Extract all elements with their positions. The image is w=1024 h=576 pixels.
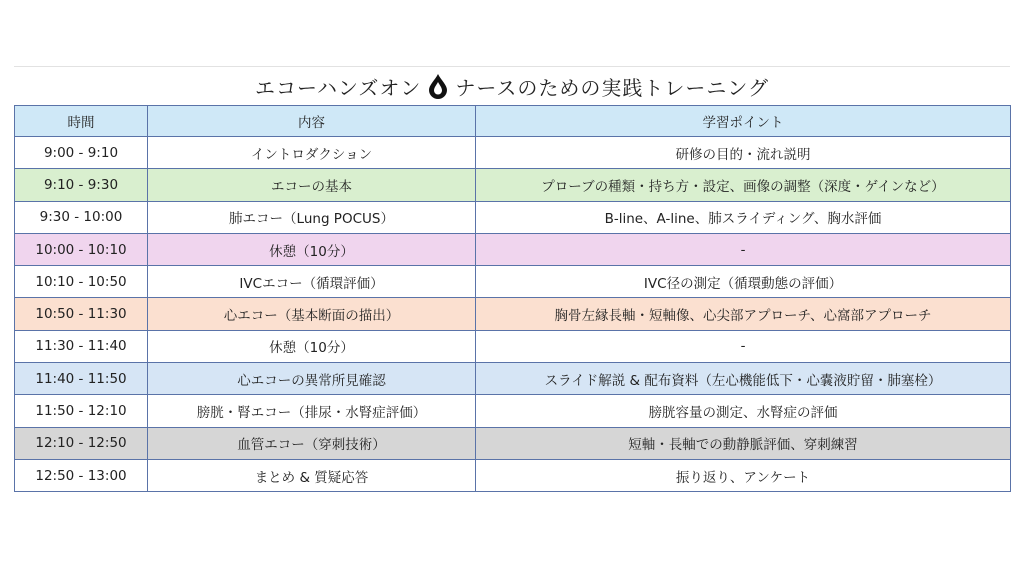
header-point: 学習ポイント <box>476 106 1011 137</box>
point-cell: IVC径の測定（循環動態の評価） <box>476 266 1011 298</box>
content-cell: 休憩（10分） <box>148 233 476 265</box>
content-cell: 心エコーの異常所見確認 <box>148 363 476 395</box>
schedule-table <box>14 105 1011 492</box>
time-cell: 9:10 - 9:30 <box>15 169 148 201</box>
time-cell: 12:50 - 13:00 <box>15 459 148 491</box>
table-row <box>15 233 1011 265</box>
table-row <box>15 395 1011 427</box>
content-cell: 肺エコー（Lung POCUS） <box>148 201 476 233</box>
content-cell: イントロダクション <box>148 137 476 169</box>
title-right: ナースのための実践トレーニング <box>455 75 769 100</box>
table-row <box>15 169 1011 201</box>
time-cell: 10:50 - 11:30 <box>15 298 148 330</box>
table-row <box>15 427 1011 459</box>
table-row <box>15 137 1011 169</box>
time-cell: 11:30 - 11:40 <box>15 330 148 362</box>
content-cell: IVCエコー（循環評価） <box>148 266 476 298</box>
time-cell: 11:40 - 11:50 <box>15 363 148 395</box>
table-row <box>15 266 1011 298</box>
point-cell: 膀胱容量の測定、水腎症の評価 <box>476 395 1011 427</box>
content-cell: 膀胱・腎エコー（排尿・水腎症評価） <box>148 395 476 427</box>
point-cell: 振り返り、アンケート <box>476 459 1011 491</box>
time-cell: 12:10 - 12:50 <box>15 427 148 459</box>
content-cell: 血管エコー（穿刺技術） <box>148 427 476 459</box>
time-cell: 11:50 - 12:10 <box>15 395 148 427</box>
header-time: 時間 <box>15 106 148 137</box>
point-cell: B-line、A-line、肺スライディング、胸水評価 <box>476 201 1011 233</box>
header-content: 内容 <box>148 106 476 137</box>
point-cell: プローブの種類・持ち方・設定、画像の調整（深度・ゲインなど） <box>476 169 1011 201</box>
title-left: エコーハンズオン <box>254 75 422 100</box>
point-cell: 研修の目的・流れ説明 <box>476 137 1011 169</box>
point-cell: スライド解説 & 配布資料（左心機能低下・心嚢液貯留・肺塞栓） <box>476 363 1011 395</box>
page-title <box>14 66 1010 105</box>
point-cell: 胸骨左縁長軸・短軸像、心尖部アプローチ、心窩部アプローチ <box>476 298 1011 330</box>
schedule-sheet <box>14 66 1010 492</box>
content-cell: まとめ & 質疑応答 <box>148 459 476 491</box>
table-row <box>15 363 1011 395</box>
point-cell: - <box>476 233 1011 265</box>
time-cell: 10:00 - 10:10 <box>15 233 148 265</box>
table-row <box>15 201 1011 233</box>
header-row <box>15 106 1011 137</box>
content-cell: 心エコー（基本断面の描出） <box>148 298 476 330</box>
table-row <box>15 298 1011 330</box>
time-cell: 9:00 - 9:10 <box>15 137 148 169</box>
time-cell: 9:30 - 10:00 <box>15 201 148 233</box>
drop-icon <box>427 73 449 99</box>
table-row <box>15 459 1011 491</box>
table-row <box>15 330 1011 362</box>
content-cell: エコーの基本 <box>148 169 476 201</box>
point-cell: 短軸・長軸での動静脈評価、穿刺練習 <box>476 427 1011 459</box>
time-cell: 10:10 - 10:50 <box>15 266 148 298</box>
point-cell: - <box>476 330 1011 362</box>
content-cell: 休憩（10分） <box>148 330 476 362</box>
